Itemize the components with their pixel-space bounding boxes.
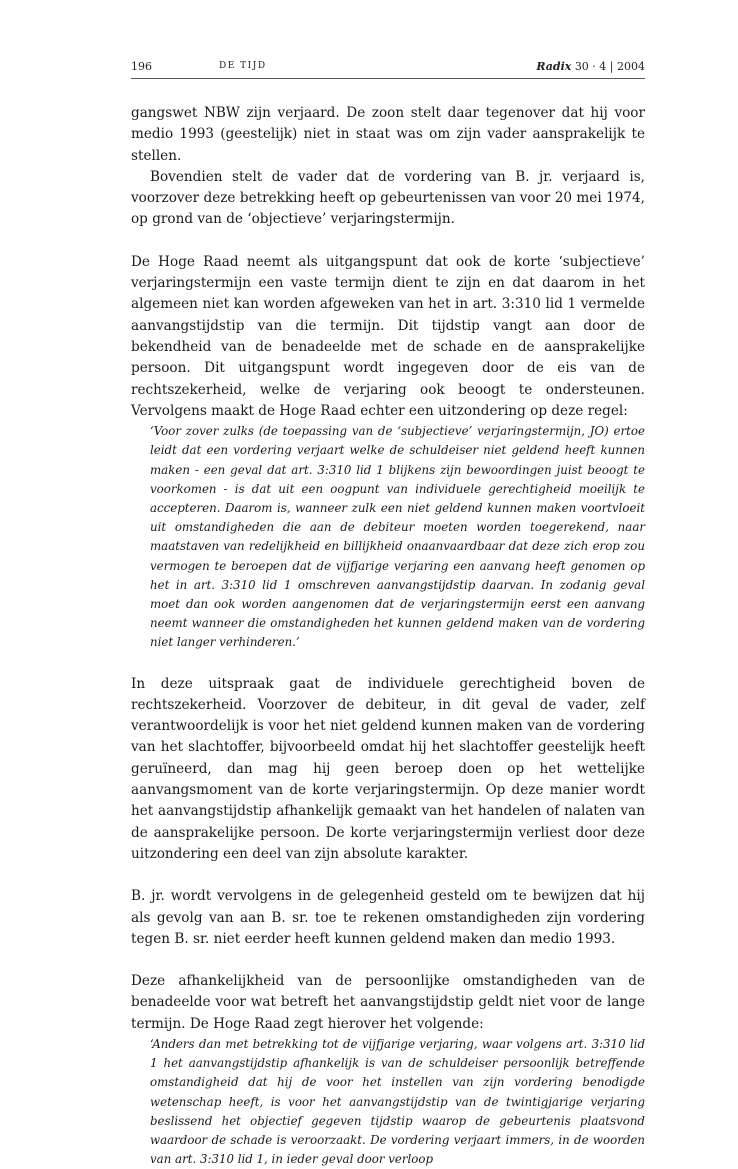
paragraph-5: B. jr. wordt vervolgens in de gelegenheid gesteld om te bewijzen dat hij als gevolg van aan B. sr. toe te rekenen omstandigheden zijn vordering tegen B. sr. niet eerder heeft kunnen geldend maken dan medio 1993. — [131, 888, 645, 947]
quote-hoge-raad-2: ‘Anders dan met betrekking tot de vijfjarige verjaring, waar volgens art. 3:310 lid 1 het aanvangstijdstip afhankelijk is van de schuldeiser persoonlijk betreffende omstandigheid dat hij de voor het instellen van zijn vordering benodigde wetenschap heeft, is voor het aanvangstijdstip van de twintigjarige verjaring beslissend het objectief gegeven tijdstip waarop de gebeurtenis plaatsvond waardoor de schade is veroorzaakt. De vordering verjaart immers, in de woorden van art. 3:310 lid 1, in ieder geval door verloop — [150, 1037, 645, 1167]
paragraph-6: Deze afhankelijkheid van de persoonlijke omstandigheden van de benadeelde voor wat betreft het aanvangstijdstip geldt niet voor de lange termijn. De Hoge Raad zegt hierover het volgende: — [131, 973, 645, 1032]
paragraph-1: gangswet NBW zijn verjaard. De zoon stelt daar tegenover dat hij voor medio 1993 (geestelijk) niet in staat was om zijn vader aansprakelijk te stellen. — [131, 105, 645, 164]
running-header — [131, 60, 645, 79]
quote-hoge-raad-1: ‘Voor zover zulks (de toepassing van de ‘subjectieve’ verjaringstermijn, JO) ertoe leidt dat een vordering verjaart welke de schuldeiser niet geldend heeft kunnen maken - een geval dat art. 3:310 lid 1 blijkens zijn bewoordingen juist beoogt te voorkomen - is dat uit een oogpunt van individuele gerechtigheid moeilijk te accepteren. Daarom is, wanneer zulk een niet geldend kunnen maken voortvloeit uit omstandigheden die aan de debiteur moeten worden toegerekend, naar maatstaven van redelijkheid en billijkheid onaanvaardbaar dat deze zich erop zou vermogen te beroepen dat de vijfjarige verjaring een aanvang heeft genomen op het in art. 3:310 lid 1 omschreven aanvangstijdstip daarvan. In zodanig geval moet dan ook worden aangenomen dat de verjaringstermijn eerst een aanvang neemt wanneer die omstandigheden het kunnen geldend maken van de vordering niet langer verhinderen.’ — [150, 424, 645, 650]
page-number: 196 — [131, 60, 152, 73]
paragraph-2: Bovendien stelt de vader dat de vordering van B. jr. verjaard is, voorzover deze betrekking heeft op gebeurtenissen van voor 20 mei 1974, op grond van de ‘objectieve’ verjaringstermijn. — [131, 168, 645, 228]
journal-info — [536, 60, 645, 73]
paragraph-3: De Hoge Raad neemt als uitgangspunt dat ook de korte ‘subjectieve’ verjaringstermijn een vaste termijn dient te zijn en dat daarom in het algemeen niet kan worden afgeweken van het in art. 3:310 lid 1 vermelde aanvangstijdstip van die termijn. Dit tijdstip vangt aan door de bekendheid van de benadeelde met de schade en de aansprakelijke persoon. Dit uitgangspunt wordt ingegeven door de eis van de rechtszekerheid, welke de verjaring ook beoogt te ondersteunen. Vervolgens maakt de Hoge Raad echter een uitzondering op deze regel: — [131, 253, 645, 419]
journal-issue: 30 · 4 | 2004 — [574, 60, 645, 73]
journal-name: Radix — [536, 60, 572, 73]
article-body — [131, 103, 645, 1169]
running-title: DE TIJD — [219, 61, 267, 71]
paragraph-4: In deze uitspraak gaat de individuele gerechtigheid boven de rechtszekerheid. Voorzover de debiteur, in dit geval de vader, zelf verantwoordelijk is voor het niet geldend kunnen maken van de vordering van het slachtoffer, bijvoorbeeld omdat hij het slachtoffer geestelijk heeft geruïneerd, dan mag hij geen beroep doen op het wettelijke aanvangsmoment van de korte verjaringstermijn. Op deze manier wordt het aanvangstijdstip afhankelijk gemaakt van het handelen of nalaten van de aansprakelijke persoon. De korte verjaringstermijn verliest door deze uitzondering een deel van zijn absolute karakter. — [131, 675, 645, 862]
